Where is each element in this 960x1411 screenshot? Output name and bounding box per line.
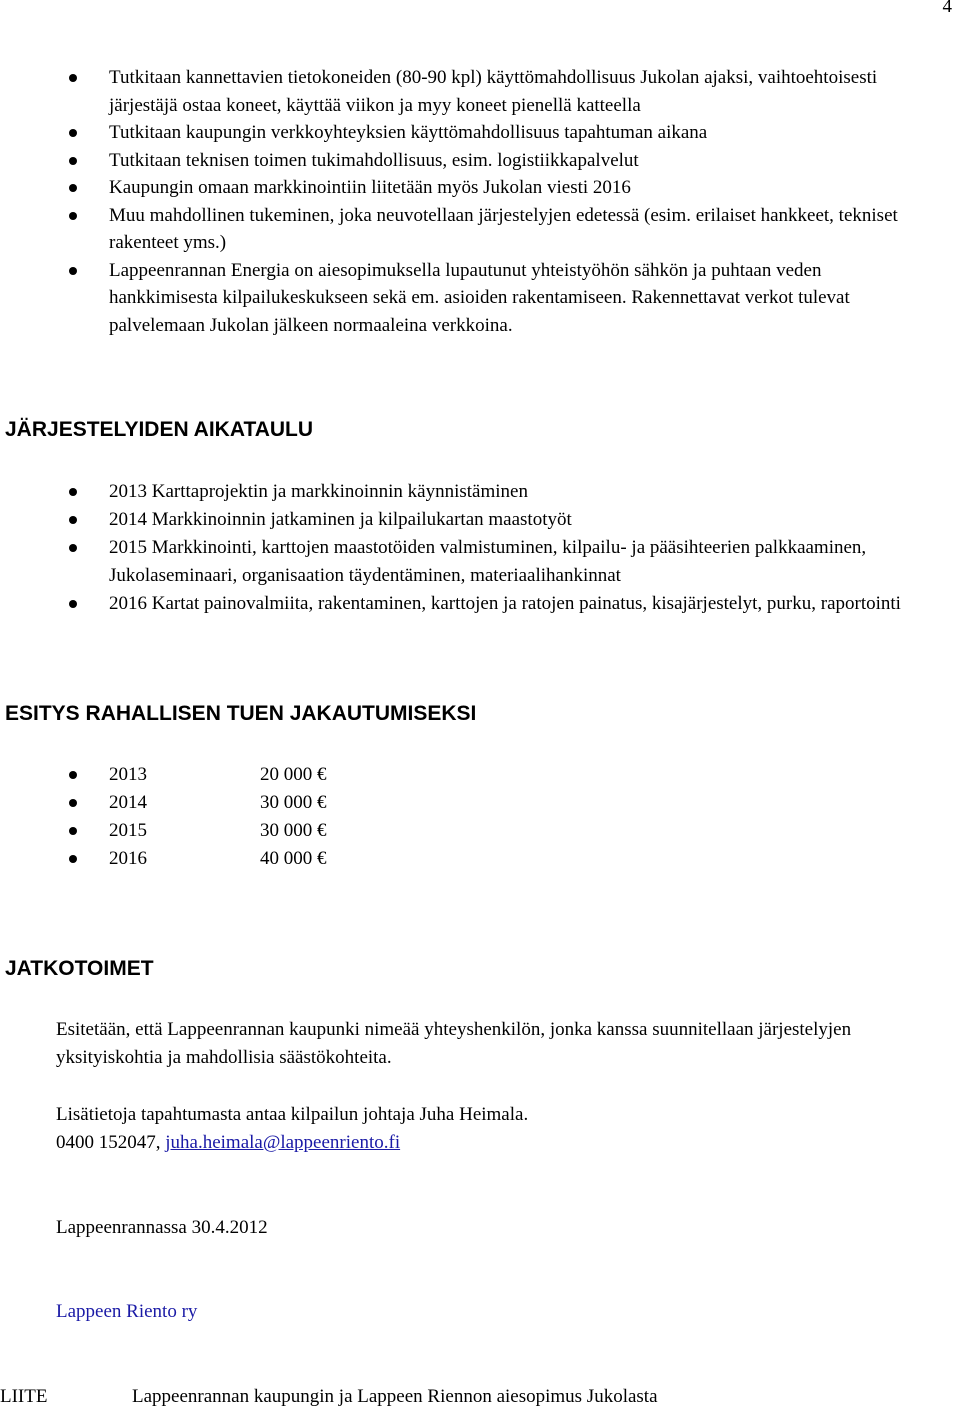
bullet-icon [69, 129, 77, 137]
bullet-icon [69, 184, 77, 192]
schedule-list [0, 478, 920, 618]
bullet-text: Muu mahdollinen tukeminen, joka neuvotellaan järjestelyjen edetessä (esim. erilaiset hankkeet, tekniset rakenteet yms.) [109, 204, 898, 253]
funding-year: 2013 [109, 764, 147, 785]
next-steps-paragraph: Esitetään, että Lappeenrannan kaupunki nimeää yhteyshenkilön, jonka kanssa suunnitellaan järjestelyjen yksityiskohtia ja mahdollisia säästökohteita. [56, 1019, 852, 1068]
bullet-text: Kaupungin omaan markkinointiin liitetään myös Jukolan viesti 2016 [109, 177, 631, 198]
funding-year: 2016 [109, 848, 147, 869]
schedule-heading: JÄRJESTELYIDEN AIKATAULU [5, 418, 314, 441]
list-item [0, 506, 920, 534]
list-item [0, 174, 920, 202]
contact-paragraph [56, 1101, 946, 1157]
bullet-icon [69, 516, 77, 524]
funding-amount: 20 000 € [260, 764, 327, 785]
bullet-icon [69, 600, 77, 608]
next-steps-heading: JATKOTOIMET [5, 957, 154, 980]
funding-list [0, 761, 327, 873]
funding-year: 2015 [109, 820, 147, 841]
funding-row [0, 817, 327, 845]
contact-line: Lisätietoja tapahtumasta antaa kilpailun johtaja Juha Heimala. [56, 1104, 529, 1125]
bullet-icon [69, 74, 77, 82]
bullet-icon [69, 799, 77, 807]
place-date: Lappeenrannassa 30.4.2012 [56, 1217, 268, 1238]
funding-row [0, 789, 327, 817]
bullet-icon [69, 855, 77, 863]
list-item [0, 478, 920, 506]
funding-amount: 30 000 € [260, 820, 327, 841]
list-item [0, 119, 920, 147]
funding-row [0, 761, 327, 789]
schedule-item-text: 2013 Karttaprojektin ja markkinoinnin käynnistäminen [109, 481, 528, 502]
contact-email-link[interactable]: juha.heimala@lappeenriento.fi [165, 1132, 401, 1153]
list-item [0, 64, 920, 119]
bullet-text: Tutkitaan kannettavien tietokoneiden (80-90 kpl) käyttömahdollisuus Jukolan ajaksi, vaihtoehtoisesti järjestäjä ostaa koneet, käyttää viikon ja myy koneet pienellä katteella [109, 67, 878, 116]
schedule-item-text: 2015 Markkinointi, karttojen maastotöiden valmistuminen, kilpailu- ja pääsihteerien palkkaaminen, Jukolaseminaari, organisaation täydentäminen, materiaalihankinnat [109, 537, 867, 586]
footer-text: Lappeenrannan kaupungin ja Lappeen Riennon aiesopimus Jukolasta [132, 1386, 658, 1407]
page-number: 4 [942, 0, 952, 17]
contact-phone: 0400 152047, [56, 1132, 166, 1153]
bullet-icon [69, 771, 77, 779]
funding-amount: 40 000 € [260, 848, 327, 869]
bullet-text: Tutkitaan teknisen toimen tukimahdollisuus, esim. logistiikkapalvelut [109, 149, 639, 171]
intro-bullet-list [0, 64, 920, 339]
list-item [0, 147, 920, 175]
footer-label: LIITE [0, 1386, 48, 1407]
footer [0, 1383, 658, 1411]
schedule-item-text: 2014 Markkinoinnin jatkaminen ja kilpailukartan maastotyöt [109, 509, 572, 530]
bullet-icon [69, 157, 77, 165]
bullet-icon [69, 212, 77, 220]
funding-year: 2014 [109, 792, 147, 813]
bullet-icon [69, 827, 77, 835]
bullet-icon [69, 488, 77, 496]
list-item [0, 534, 920, 590]
bullet-icon [69, 267, 77, 275]
list-item [0, 590, 920, 618]
list-item [0, 202, 920, 257]
signature: Lappeen Riento ry [56, 1301, 198, 1322]
bullet-text: Tutkitaan kaupungin verkkoyhteyksien käyttömahdollisuus tapahtuman aikana [109, 122, 708, 143]
funding-row [0, 845, 327, 873]
bullet-text: Lappeenrannan Energia on aiesopimuksella lupautunut yhteistyöhön sähkön ja puhtaan veden hankkimisesta kilpailukeskukseen sekä em. asioiden rakentamiseen. Rakennettavat verkot tulevat palvelemaan Jukolan jälkeen normaaleina verkkoina. [109, 259, 850, 336]
funding-heading: ESITYS RAHALLISEN TUEN JAKAUTUMISEKSI [5, 702, 477, 725]
bullet-icon [69, 544, 77, 552]
funding-amount: 30 000 € [260, 792, 327, 813]
schedule-item-text: 2016 Kartat painovalmiita, rakentaminen, karttojen ja ratojen painatus, kisajärjestelyt, purku, raportointi [109, 593, 901, 614]
list-item [0, 257, 920, 340]
